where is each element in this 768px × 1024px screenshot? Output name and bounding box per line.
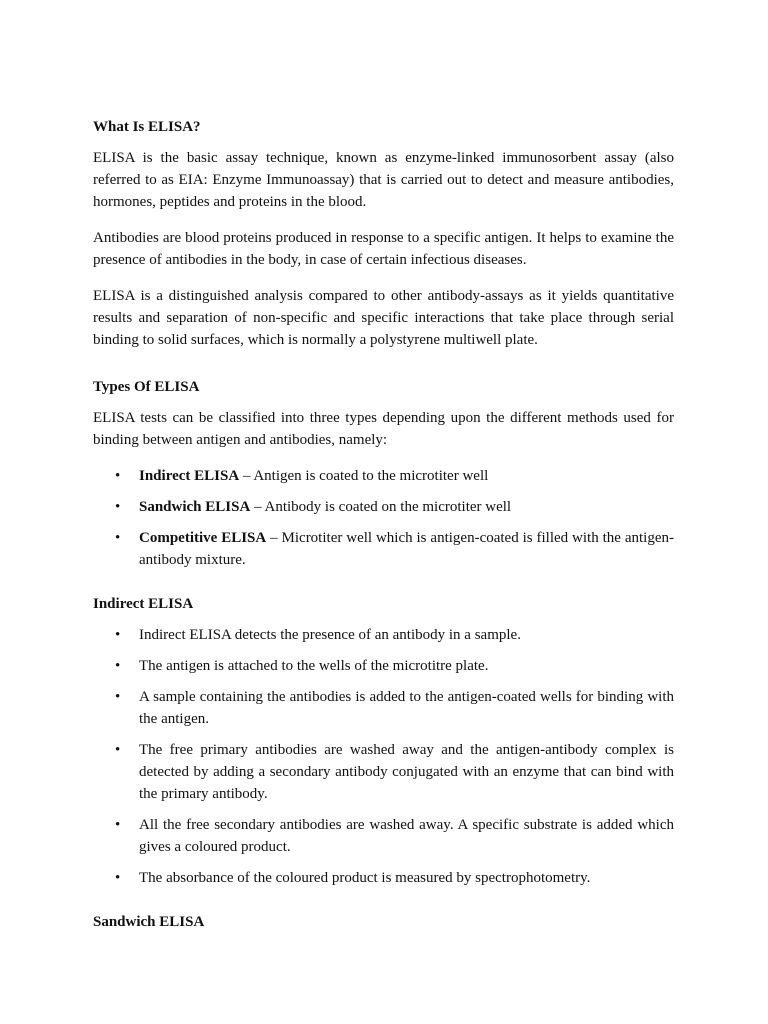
list-item [115,867,674,889]
list-item [115,624,674,646]
list-item-text: The free primary antibodies are washed away and the antigen-antibody complex is detected by adding a secondary antibody conjugated with an enzyme that can bind with the primary antibody. [139,742,674,802]
list-item [115,686,674,730]
bullet-icon: • [115,627,121,643]
bullet-icon: • [115,658,121,674]
paragraph-antibodies: Antibodies are blood proteins produced in response to a specific antigen. It helps to examine the presence of antibodies in the body, in case of certain infectious diseases. [93,230,674,268]
list-item-text: The antigen is attached to the wells of the microtitre plate. [139,658,489,674]
list-item-text: All the free secondary antibodies are washed away. A specific substrate is added which gives a coloured product. [139,817,674,855]
heading-types-of-elisa: Types Of ELISA [93,379,200,395]
term-label: Sandwich ELISA [139,499,251,515]
list-item [115,739,674,805]
list-item [115,814,674,858]
paragraph-elisa-analysis: ELISA is a distinguished analysis compared to other antibody-assays as it yields quantitative results and separation of non-specific and specific interactions that take place through serial binding to solid surfaces, which is normally a polystyrene multiwell plate. [93,288,674,348]
bullet-icon: • [115,530,121,546]
bullet-icon: • [115,817,121,833]
heading-what-is-elisa: What Is ELISA? [93,119,201,135]
term-description: – Microtiter well which is antigen-coated is filled with the antigen-antibody mixture. [139,530,674,568]
heading-sandwich-elisa: Sandwich ELISA [93,914,205,930]
paragraph-elisa-definition: ELISA is the basic assay technique, known as enzyme-linked immunosorbent assay (also referred to as EIA: Enzyme Immunoassay) that is carried out to detect and measure antibodies, hormones, peptides and proteins in the blood. [93,150,674,210]
list-item-text: A sample containing the antibodies is added to the antigen-coated wells for binding with the antigen. [139,689,674,727]
term-description: – Antibody is coated on the microtiter well [250,499,512,515]
term-label: Indirect ELISA [139,468,240,484]
bullet-icon: • [115,499,121,515]
list-item [115,655,674,677]
bullet-icon: • [115,689,121,705]
list-item-sandwich-elisa [115,496,674,518]
list-item-text: The absorbance of the coloured product is measured by spectrophotometry. [139,870,591,886]
heading-indirect-elisa: Indirect ELISA [93,596,194,612]
list-item-indirect-elisa [115,465,674,487]
bullet-icon: • [115,870,121,886]
list-item-text: Indirect ELISA detects the presence of an antibody in a sample. [139,627,521,643]
bullet-icon: • [115,468,121,484]
bullet-icon: • [115,742,121,758]
term-label: Competitive ELISA [139,530,267,546]
paragraph-types-intro: ELISA tests can be classified into three types depending upon the different methods used for binding between antigen and antibodies, namely: [93,410,674,448]
list-item-competitive-elisa [115,527,674,571]
term-description: – Antigen is coated to the microtiter well [239,468,489,484]
